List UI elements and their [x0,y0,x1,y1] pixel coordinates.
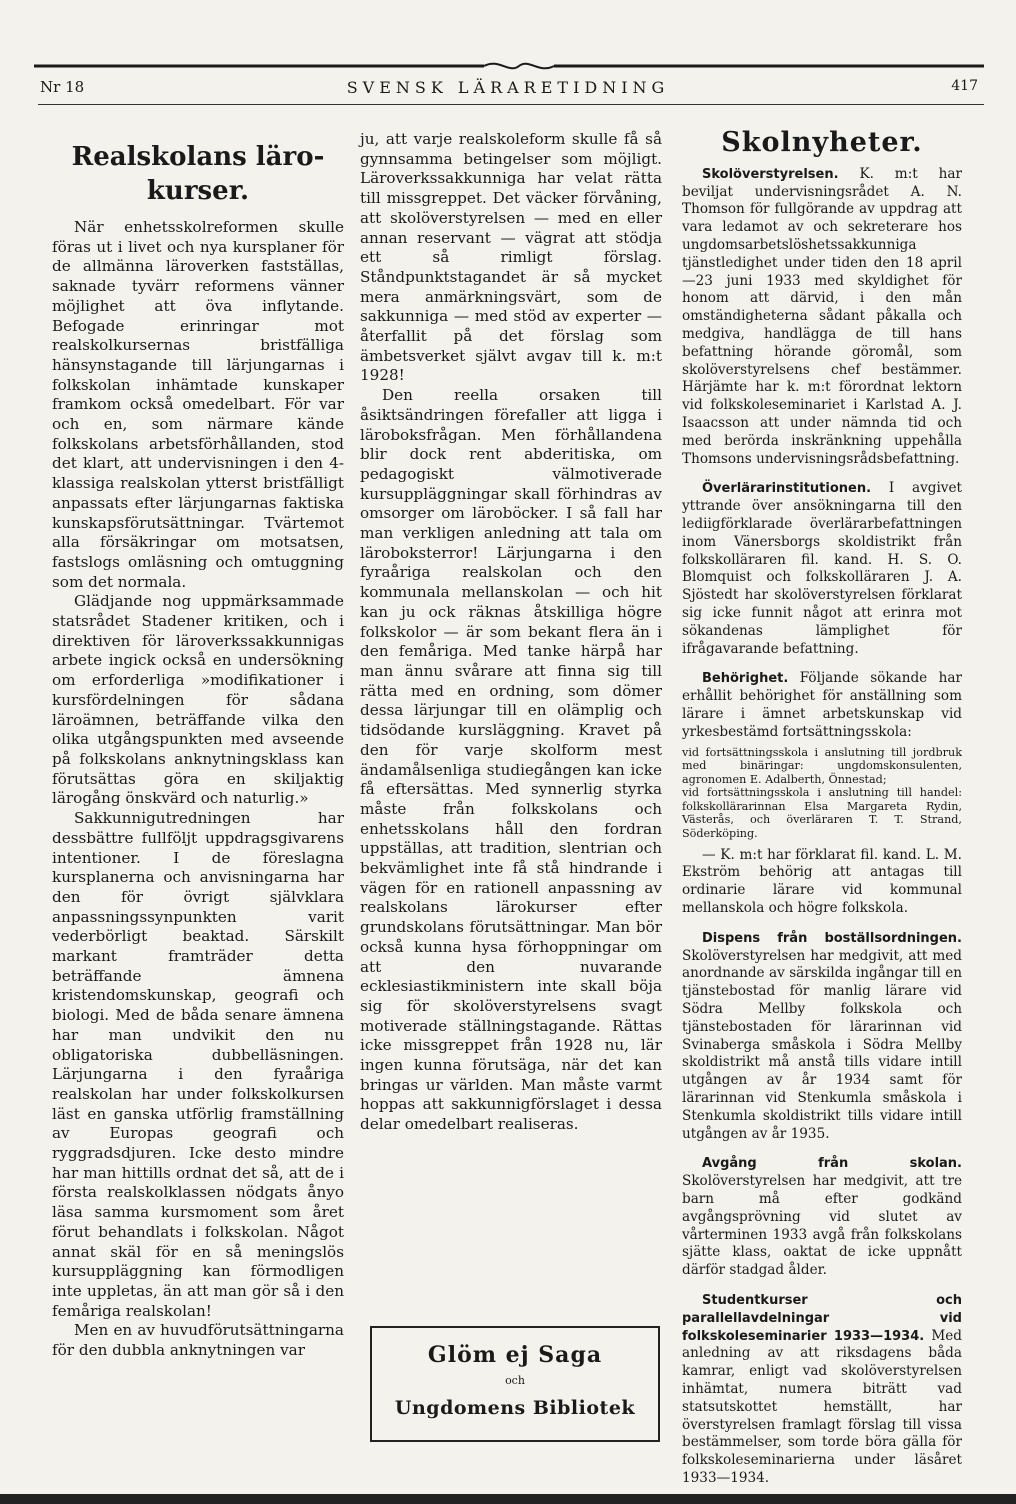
page-bottom-edge [0,1494,1016,1504]
article-paragraph: Den reella orsaken till åsiktsändringen förefaller att ligga i läroboksfrågan. Men förhållandena blir dock rent abderitiska, om pedagogiskt välmotiverade kursuppläggningar skall förhindras av omsorger om läroböcker. I så fall har man verkligen anledning att tala om läroboksterror! Lärjungarna i den fyraåriga realskolan och den kommunala mellanskolan — och hit kan ju ock räknas åtskilliga högre folkskolor — är som bekant flera än i den femåriga. Med tanke härpå har man ännu svårare att finna sig till rätta med en ordning, som dömer dessa lärjungar till en olämplig och tidsödande kursläggning. Kravet på den för varje skolform mest ändamålsenliga studiegången kan icke få eftersättas. Med synnerlig styrka måste från folkskolans och enhetsskolans håll den fordran uppställas, att tradition, slentrian och bekvämlighet inte få stå hindrande i vägen för en rationell anpassning av realskolans lärokurser efter grundskolans förutsättningar. Man bör också kunna hysa förhoppningar om att den nuvarande ecklesiastikministern inte skall böja sig för skolöverstyrelsens svagt motiverade ställningstagande. Rättas icke missgreppet från 1928 nu, lär ingen kunna förutsäga, när det kan bringas ur världen. Man måste varmt hoppas att sakkunnigförslaget i dessa delar omedelbart realiseras. [360,386,662,1134]
news-small-print [682,746,962,841]
column-middle [360,130,662,1135]
article-paragraph: ju, att varje realskoleform skulle få så gynnsamma betingelser som möjligt. Läroverkssakkunniga har velat rätta till missgreppet. Det väcker förvåning, att skolöverstyrelsen — med en eller annan reservant — vägrat att stödja ett så rimligt förslag. Ståndpunktstagandet är så mycket mera anmärkningsvärt, som de sakkunniga — med stöd av experter — återfallit på det förslag som ämbetsverket självt avgav till k. m:t 1928! [360,130,662,385]
article-paragraph: Men en av huvudförutsättningarna för den dubbla anknytningen var [52,1321,344,1360]
ad-subline: Ungdomens Bibliotek [394,1397,636,1419]
column-left [52,132,344,1361]
news-item-text: I avgivet yttrande över ansökningarna till den lediigförklarade överlärarbefattningen inom Vänersborgs skoldistrikt från folkskolläraren fil. kand. H. S. O. Blomquist och folkskolläraren J. A. Sjöstedt har skolöverstyrelsen förklarat sig icke funnit något att erinra mot sökandenas lämplighet för ifrågavarande befattning. [682,480,962,657]
news-item [682,166,962,469]
small-print-entry: vid fortsättningsskola i anslutning till handel: folkskollärarinnan Elsa Margareta Rydin, Västerås, och överläraren T. T. Strand, Söderköping. [682,786,962,841]
news-item-lead: Överlärarinstitutionen. [702,481,872,497]
news-item-text: Med anledning av att riksdagens båda kamrar, enligt vad skolöverstyrelsen inhämtat, numera biträtt vad statsutskottet hemställt, har överstyrelsen framlagt förslag till vissa bestämmelser, som torde böra gälla för folkskoleseminarierna under läsåret 1933—1934. [682,1327,962,1486]
news-item: — K. m:t har förklarat fil. kand. L. M. Ekström behörig att antagas till ordinarie lärare vid kommunal mellanskola och högre folkskola. [682,846,962,917]
news-item-text: Skolöverstyrelsen har medgivit, att med anordnande av särskilda ingångar till en tjänstebostad för manlig lärare vid Södra Mellby folkskola och tjänstebostaden för lärarinnan vid Svinaberga småskola i Södra Mellby skoldistrikt må anstå tills vidare intill utgången av år 1934 samt för lärarinnan vid Stenkumla småskola i Stenkumla skoldistrikt tills vidare intill utgången av år 1935. [682,947,962,1142]
news-item-text: Skolöverstyrelsen har medgivit, att tre barn må efter godkänd avgångsprövning vid slutet av vårterminen 1933 avgå från folkskolans sjätte klass, oaktat de icke uppnått därför stadgad ålder. [682,1173,962,1279]
page-number: 417 [951,78,978,94]
ornamental-header-rule [34,60,984,72]
advertisement-box [370,1326,660,1442]
news-item [682,930,962,1144]
ad-headline: Glöm ej Saga [427,1342,603,1368]
news-item-text: Följande sökande har erhållit behörighet för anställning som lärare i ämnet arbetskunskap vid yrkesbestämd fortsättningsskola: [682,670,962,740]
news-section-title: Skolnyheter. [721,127,923,158]
column-right [682,127,962,1500]
news-item-lead: Skolöverstyrelsen. [702,166,839,182]
news-item [682,1155,962,1280]
news-item-text: K. m:t har beviljat undervisningsrådet A. N. Thomson för fullgörande av uppdrag att vara ledamot av och sekreterare hos ungdomsarbetslöshetssakkunniga tjänstledighet under tiden den 18 april—23 juni 1933 med skyldighet för honom att därvid, i den mån omständigheterna sådant påkalla och medgiva, handlägga de till hans befattning hörande göromål, som skolöverstyrelsens chef bestämmer. Härjämte har k. m:t förordnat lektorn vid folkskoleseminariet i Karlstad A. J. Isaacsson att under nämnda tid och med berörda inskränkning uppehålla Thomsons undervisningsrådsbefattning. [682,165,962,467]
issue-number: Nr 18 [40,78,85,96]
news-item [682,480,962,658]
article-paragraph: När enhetsskolreformen skulle föras ut i livet och nya kursplaner för de allmänna läroverken fastställas, saknade tyvärr reformens vänner möjlighet att öva inflytande. Befogade erinringar mot realskolkursernas bristfälliga hänsynstagande till lärjungarnas i folkskolan inhämtade kunskaper framkom också omedelbart. För var och en, som närmare kände folkskolans arbetsförhållanden, stod det klart, att undervisningen i den 4-klassiga realskolan ytterst bristfälligt anpassats efter lärjungarnas faktiska kunskapsförutsättningar. Tvärtemot alla försäkringar om motsatsen, fastslogs omläsning och omtuggning som det normala. [52,218,344,591]
news-item-lead: Avgång från skolan. [702,1156,962,1172]
news-item-lead: Studentkurser och parallellavdelningar vid folkskoleseminarier 1933—1934. [682,1292,962,1344]
ad-conjunction: och [505,1374,525,1387]
news-item-lead: Behörighet. [702,671,789,687]
masthead: SVENSK LÄRARETIDNING [346,78,670,97]
news-item [682,1292,962,1488]
article-paragraph: Sakkunnigutredningen har dessbättre fullföljt uppdragsgivarens intentioner. I de föreslagna kursplanerna och anvisningarna har den för övrigt självklara anpassningssynpunkten varit vederbörligt beaktad. Särskilt markant framträder detta beträffande ämnena kristendomskunskap, geografi och biologi. Med de båda senare ämnena har man undvikit den nu obligatoriska dubbelläsningen. Lärjungarna i den fyraåriga realskolan har under folkskolkursen läst en ganska utförlig framställning av Europas geografi och ryggradsdjuren. Icke desto mindre har man hittills ordnat det så, att de i första realskolklassen nödgats ånyo läsa samma kursmoment som året förut behandlats i folkskolan. Något annat skäl för en så meningslös kursuppläggning kan förmodligen inte uppletas, än att man gör så i den femåriga realskolan! [52,809,344,1320]
news-item-lead: Dispens från boställsordningen. [702,930,962,946]
header-divider [38,104,984,105]
article-paragraph: Glädjande nog uppmärksammade statsrådet Stadener kritiken, och i direktiven för läroverkssakkunnigas arbete ingick också en undersökning om erforderliga »modifikationer i kursfördelningen för sådana läroämnen, beträffande vilka den olika utgångspunkten med avseende på folkskolans anknytningsklass kan förutsättas göra en skiljaktig lärogång önskvärd och naturlig.» [52,592,344,808]
small-print-entry: vid fortsättningsskola i anslutning till jordbruk med binäringar: ungdomskonsulenten, agronomen E. Adalberth, Önnestad; [682,745,962,786]
article-title: Realskolans läro- kurser. [71,142,325,206]
news-item [682,670,962,741]
